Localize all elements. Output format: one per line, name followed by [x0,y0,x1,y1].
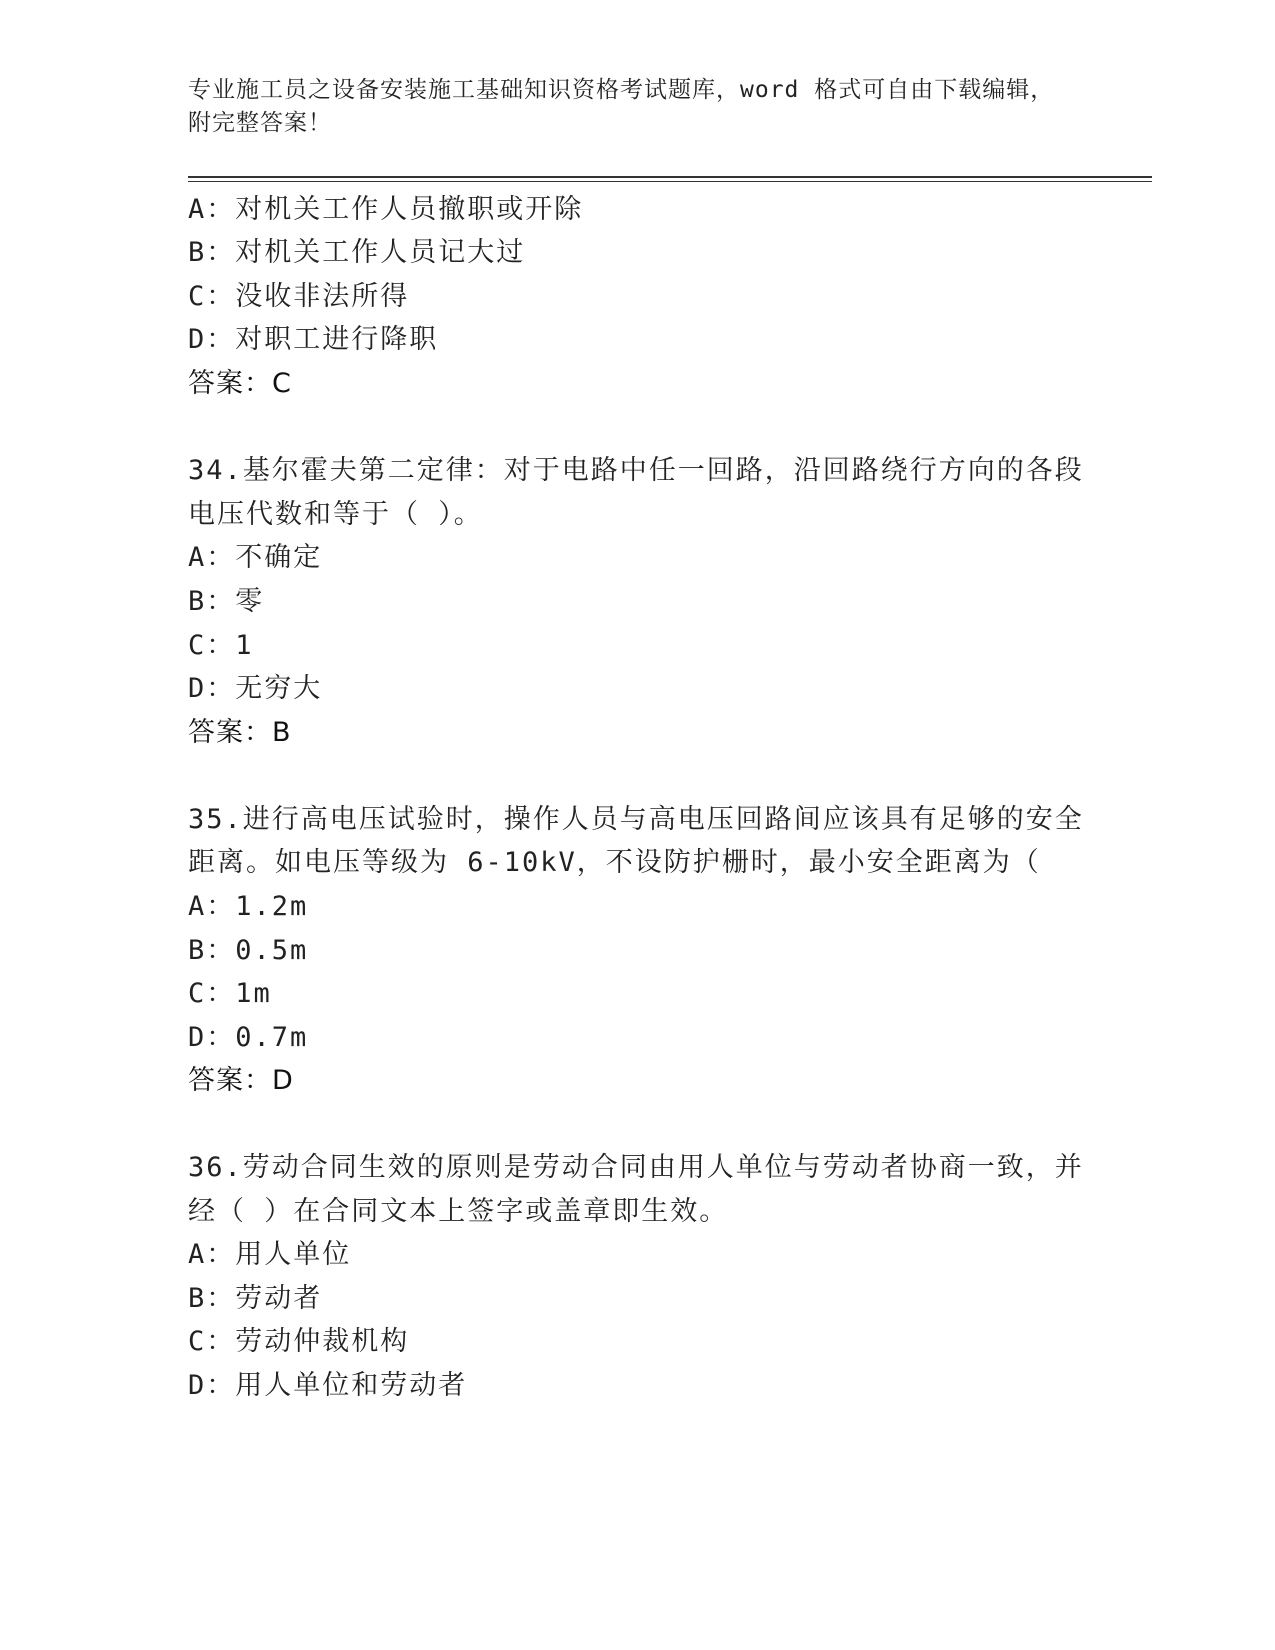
q36-option-a: A：用人单位 [188,1239,352,1270]
header-divider [188,176,1152,178]
q34-option-a: A：不确定 [188,542,323,573]
q33-option-d: D：对职工进行降职 [188,324,439,355]
q33-option-b: B：对机关工作人员记大过 [188,237,526,268]
q36-option-b: B：劳动者 [188,1283,323,1314]
q35-option-a: A：1.2m [188,891,309,922]
q34-answer: 答案：B [188,717,292,748]
q34-stem: 34.基尔霍夫第二定律：对于电路中任一回路，沿回路绕行方向的各段 [188,455,1084,486]
header-line: 附完整答案！ [188,110,332,136]
q36-option-c: C：劳动仲裁机构 [188,1326,410,1357]
q35-answer: 答案：D [188,1065,294,1096]
q33-answer: 答案：C [188,368,292,399]
header-line: 专业施工员之设备安装施工基础知识资格考试题库，word 格式可自由下载编辑， [188,77,1055,103]
q36-option-d: D：用人单位和劳动者 [188,1370,468,1401]
q33-option-c: C：没收非法所得 [188,281,410,312]
q35-stem: 35.进行高电压试验时，操作人员与高电压回路间应该具有足够的安全 [188,804,1084,835]
document-header [188,74,1088,140]
q34-option-d: D：无穷大 [188,673,323,704]
q36-stem-continued: 经（ ）在合同文本上签字或盖章即生效。 [188,1196,729,1227]
q35-option-d: D：0.7m [188,1022,309,1053]
q35-option-c: C：1m [188,978,272,1009]
header-divider-thin [188,181,1152,182]
q34-stem-continued: 电压代数和等于（ ）。 [188,499,483,530]
q36-stem: 36.劳动合同生效的原则是劳动合同由用人单位与劳动者协商一致，并 [188,1152,1084,1183]
q34-option-c: C：1 [188,630,254,661]
q33-option-a: A：对机关工作人员撤职或开除 [188,194,584,225]
q35-stem-continued: 距离。如电压等级为 6-10kV，不设防护栅时，最小安全距离为（ [188,847,1041,878]
q34-option-b: B：零 [188,586,265,617]
q35-option-b: B：0.5m [188,935,309,966]
